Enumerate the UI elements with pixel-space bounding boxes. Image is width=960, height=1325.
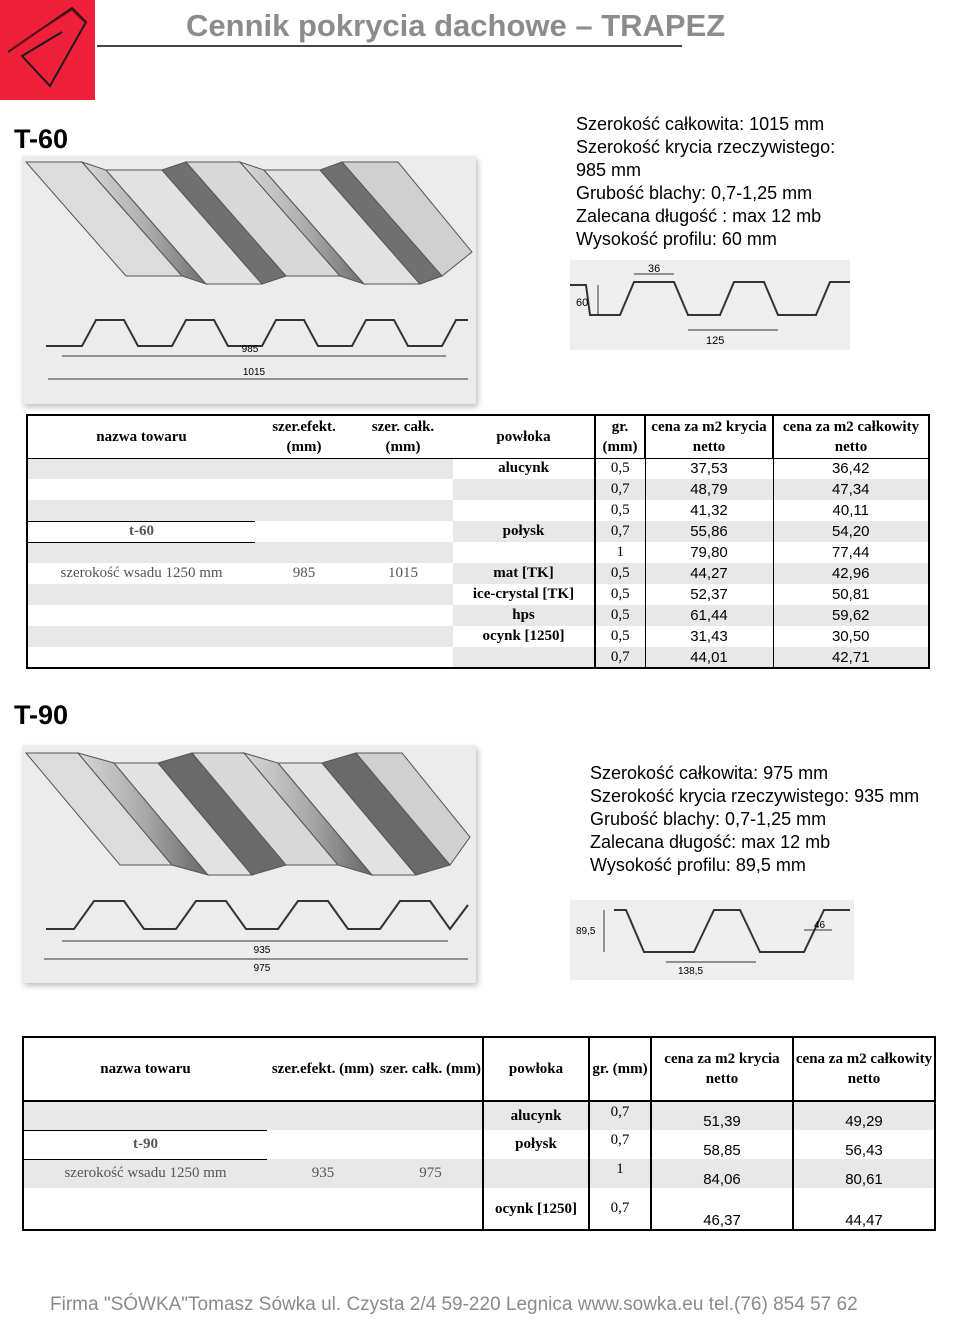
total-width-cell: 975: [379, 1159, 483, 1188]
table-row: [23, 1130, 935, 1159]
price-net-cell: 41,32: [645, 500, 773, 521]
thickness-cell: 0,5: [595, 605, 645, 626]
price-total-cell: 30,50: [773, 626, 929, 647]
thickness-cell: 1: [595, 542, 645, 563]
header-coating: powłoka: [483, 1037, 589, 1101]
price-net-cell: 48,79: [645, 479, 773, 500]
table-row: [27, 458, 929, 479]
table-row: [23, 1159, 935, 1188]
header-total-width: szer. całk. (mm): [379, 1037, 483, 1101]
price-net-cell: 58,85: [651, 1130, 793, 1159]
empty-cell: [27, 500, 255, 521]
t60-profile-diagram: [570, 260, 850, 350]
title-underline: [97, 45, 682, 47]
t90-spec-line: Szerokość krycia rzeczywistego: 935 mm: [590, 786, 920, 806]
empty-cell: [255, 479, 353, 500]
product-name-cell: t-90: [23, 1130, 267, 1159]
t60-spec-line: Szerokość całkowita: 1015 mm: [576, 114, 825, 134]
empty-cell: [267, 1130, 379, 1159]
table-row: [27, 584, 929, 605]
header-total-width: szer. całk. (mm): [353, 415, 453, 458]
t90-spec-line: Zalecana długość: max 12 mb: [590, 832, 831, 852]
price-net-cell: 55,86: [645, 521, 773, 542]
thickness-cell: 0,5: [595, 626, 645, 647]
t60-spec-line: Zalecana długość : max 12 mb: [576, 206, 822, 226]
price-net-cell: 84,06: [651, 1159, 793, 1188]
t90-specs: [590, 762, 919, 877]
empty-cell: [27, 647, 255, 668]
empty-cell: [255, 500, 353, 521]
price-total-cell: 80,61: [793, 1159, 935, 1188]
thickness-cell: 0,7: [595, 479, 645, 500]
total-width-cell: 1015: [388, 565, 418, 581]
price-net-cell: 61,44: [645, 605, 773, 626]
header-effective-width: szer.efekt. (mm): [267, 1037, 379, 1101]
empty-cell: [353, 542, 453, 563]
table-row: [23, 1188, 935, 1230]
table-row: [27, 500, 929, 521]
t90-profile-diagram: [570, 900, 854, 980]
empty-cell: [353, 500, 453, 521]
t90-profile-bottom: 138,5: [678, 966, 704, 977]
empty-cell: [255, 605, 353, 626]
coating-cell: ocynk [1250]: [482, 628, 565, 644]
price-total-cell: 56,43: [793, 1130, 935, 1159]
coating-cell: połysk: [483, 1130, 589, 1159]
empty-cell: [379, 1101, 483, 1130]
empty-cell: [453, 500, 595, 521]
price-total-cell: 77,44: [773, 542, 929, 563]
table-row: [27, 521, 929, 542]
section-title-t90: T-90: [14, 700, 69, 730]
price-net-cell: 79,80: [645, 542, 773, 563]
price-net-cell: 37,53: [645, 458, 773, 479]
empty-cell: [267, 1188, 379, 1230]
t60-specs: [576, 113, 835, 251]
product-name-cell: t-60: [27, 521, 255, 542]
price-net-cell: 51,39: [651, 1101, 793, 1130]
header-price-total: cena za m2 całkowity netto: [793, 1037, 935, 1101]
price-total-cell: 44,47: [793, 1188, 935, 1230]
thickness-cell: 0,5: [595, 584, 645, 605]
coating-cell: ice-crystal [TK]: [472, 586, 575, 602]
t90-profile-top: 46: [814, 920, 826, 931]
empty-cell: [353, 479, 453, 500]
empty-cell: [453, 542, 595, 563]
footer-contact: Firma "SÓWKA"Tomasz Sówka ul. Czysta 2/4 59-220 Legnica www.sowka.eu tel.(76) 854 57 62: [50, 1294, 858, 1315]
thickness-cell: 0,7: [589, 1130, 651, 1159]
table-row: [27, 563, 929, 584]
empty-cell: [23, 1188, 267, 1230]
empty-cell: [453, 479, 595, 500]
section-title-t60: T-60: [14, 124, 69, 154]
header-thickness: gr. (mm): [589, 1037, 651, 1101]
t60-dim-inner: 985: [241, 344, 259, 355]
table-row: [27, 605, 929, 626]
t90-spec-line: Szerokość całkowita: 975 mm: [590, 763, 829, 783]
header-price-net: cena za m2 krycia netto: [645, 415, 773, 458]
coating-cell: mat [TK]: [453, 563, 595, 584]
page-title: Cennik pokrycia dachowe – TRAPEZ: [186, 8, 726, 43]
t60-profile-bottom: 125: [706, 335, 725, 347]
empty-cell: [255, 647, 353, 668]
t60-spec-line: Szerokość krycia rzeczywistego:: [576, 137, 836, 157]
width-note-cell: szerokość wsadu 1250 mm: [27, 563, 255, 584]
t90-dim-inner: 935: [253, 945, 271, 956]
t60-sheet-drawing: [22, 156, 476, 404]
t90-spec-line: Grubość blachy: 0,7-1,25 mm: [590, 809, 827, 829]
t60-spec-line: Grubość blachy: 0,7-1,25 mm: [576, 183, 813, 203]
price-total-cell: 42,96: [773, 563, 929, 584]
price-total-cell: 49,29: [793, 1101, 935, 1130]
table-row: [23, 1101, 935, 1130]
header-thickness: gr. (mm): [595, 415, 645, 458]
effective-width-cell: 935: [267, 1159, 379, 1188]
header-effective-width: szer.efekt. (mm): [255, 415, 353, 458]
thickness-cell: 0,5: [595, 500, 645, 521]
t60-dim-outer: 1015: [242, 367, 266, 378]
t90-dim-outer: 975: [253, 963, 271, 974]
t60-profile-height: 60: [576, 297, 589, 309]
table-header-row: [27, 415, 929, 458]
empty-cell: [483, 1159, 589, 1188]
empty-cell: [353, 605, 453, 626]
effective-width-cell: 985: [292, 565, 316, 581]
header-coating: powłoka: [453, 415, 595, 458]
thickness-cell: 0,5: [595, 563, 645, 584]
coating-cell: hps: [453, 605, 595, 626]
empty-cell: [255, 584, 353, 605]
thickness-cell: 0,7: [595, 521, 645, 542]
empty-cell: [23, 1101, 267, 1130]
table-row: [27, 542, 929, 563]
table-row: [27, 626, 929, 647]
coating-cell: ocynk [1250]: [483, 1188, 589, 1230]
empty-cell: [27, 458, 255, 479]
header-product-name: nazwa towaru: [27, 415, 255, 458]
coating-cell: alucynk: [498, 460, 549, 477]
t60-spec-line: 985 mm: [576, 160, 642, 180]
thickness-cell: 0,7: [595, 647, 645, 668]
price-net-cell: 52,37: [645, 584, 773, 605]
t90-price-table: [22, 1036, 936, 1231]
coating-cell: alucynk: [483, 1101, 589, 1130]
price-net-cell: 46,37: [651, 1188, 793, 1230]
header-price-net: cena za m2 krycia netto: [651, 1037, 793, 1101]
empty-cell: [27, 605, 255, 626]
header-product-name: nazwa towaru: [23, 1037, 267, 1101]
price-total-cell: 59,62: [773, 605, 929, 626]
price-net-cell: 44,01: [645, 647, 773, 668]
empty-cell: [453, 647, 595, 668]
table-header-row: [23, 1037, 935, 1101]
price-total-cell: 42,71: [773, 647, 929, 668]
company-logo: [0, 0, 95, 100]
empty-cell: [27, 584, 255, 605]
empty-cell: [267, 1101, 379, 1130]
thickness-cell: 0,7: [589, 1188, 651, 1230]
price-total-cell: 40,11: [773, 500, 929, 521]
empty-cell: [379, 1188, 483, 1230]
header-price-total: cena za m2 całkowity netto: [773, 415, 929, 458]
price-total-cell: 36,42: [773, 458, 929, 479]
t90-profile-height: 89,5: [576, 926, 596, 937]
empty-cell: [255, 542, 353, 563]
t60-spec-line: Wysokość profilu: 60 mm: [576, 229, 777, 249]
width-note-cell: szerokość wsadu 1250 mm: [23, 1159, 267, 1188]
price-net-cell: 44,27: [645, 563, 773, 584]
empty-cell: [255, 626, 353, 647]
t60-price-table: [26, 414, 930, 669]
price-total-cell: 47,34: [773, 479, 929, 500]
price-total-cell: 54,20: [773, 521, 929, 542]
empty-cell: [27, 479, 255, 500]
table-row: [27, 479, 929, 500]
price-net-cell: 31,43: [645, 626, 773, 647]
empty-cell: [353, 647, 453, 668]
empty-cell: [27, 626, 255, 647]
empty-cell: [379, 1130, 483, 1159]
thickness-cell: 1: [589, 1159, 651, 1188]
empty-cell: [353, 521, 453, 542]
price-total-cell: 50,81: [773, 584, 929, 605]
empty-cell: [353, 458, 453, 479]
table-row: [27, 647, 929, 668]
thickness-cell: 0,5: [595, 458, 645, 479]
coating-cell: połysk: [453, 521, 595, 542]
t90-spec-line: Wysokość profilu: 89,5 mm: [590, 855, 806, 875]
empty-cell: [353, 584, 453, 605]
empty-cell: [27, 542, 255, 563]
thickness-cell: 0,7: [589, 1101, 651, 1130]
t90-sheet-drawing: [22, 745, 476, 983]
t60-profile-top: 36: [648, 263, 661, 275]
empty-cell: [255, 458, 353, 479]
empty-cell: [255, 521, 353, 542]
empty-cell: [353, 626, 453, 647]
